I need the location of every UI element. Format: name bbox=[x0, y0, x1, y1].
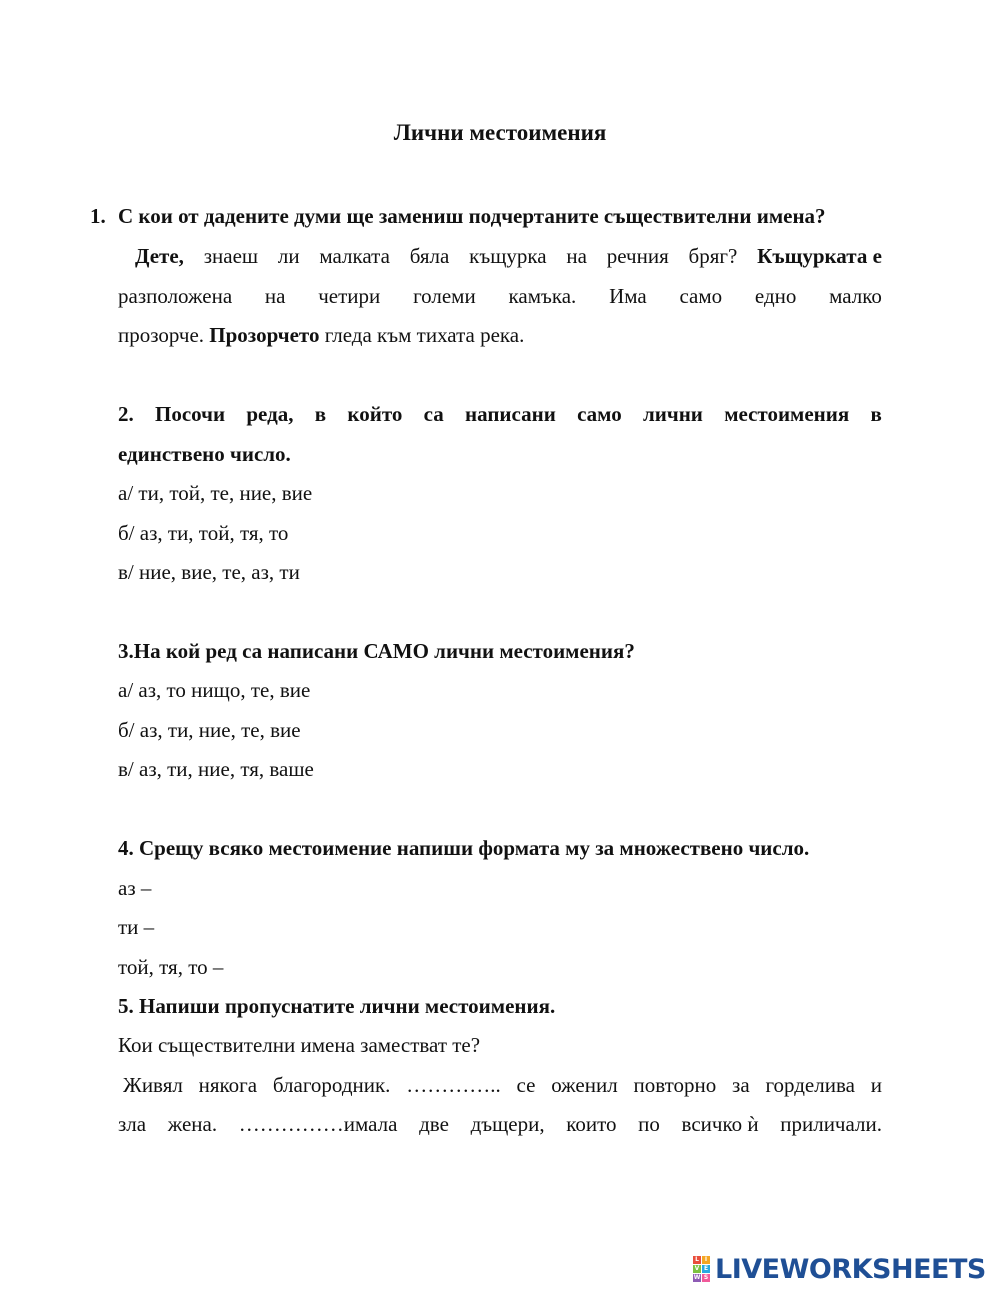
word: малко bbox=[829, 284, 882, 308]
word: написани bbox=[465, 402, 556, 426]
logo-mark-icon bbox=[693, 1256, 711, 1283]
logo-mark-cell: E bbox=[703, 1264, 709, 1272]
word: реда, bbox=[246, 402, 294, 426]
word: гледа към тихата река. bbox=[324, 323, 525, 347]
word: малката bbox=[319, 244, 390, 268]
word: Има bbox=[609, 284, 647, 308]
word: зла bbox=[118, 1112, 147, 1136]
word: някога bbox=[198, 1073, 258, 1097]
word: лични bbox=[642, 402, 703, 426]
word: който bbox=[347, 402, 403, 426]
logo-mark-cell: W bbox=[693, 1273, 701, 1281]
word: само bbox=[679, 284, 723, 308]
word: само bbox=[577, 402, 622, 426]
word: ………….. bbox=[406, 1073, 501, 1097]
word: големи bbox=[413, 284, 476, 308]
q3-option-b: б/ аз, ти, ние, те, вие bbox=[118, 718, 301, 742]
word: 2. bbox=[118, 402, 134, 426]
word: на bbox=[264, 284, 286, 308]
word: бяла bbox=[409, 244, 450, 268]
q5-heading: 5. Напиши пропуснатите лични местоимения. bbox=[118, 994, 556, 1018]
q1-text-line-1 bbox=[135, 243, 882, 269]
word: ли bbox=[277, 244, 300, 268]
word: две bbox=[419, 1112, 449, 1136]
word: къщурка bbox=[469, 244, 547, 268]
q1-heading: С кои от дадените думи ще замениш подчертаните съществителни имена? bbox=[118, 204, 826, 228]
word: дъщери, bbox=[470, 1112, 545, 1136]
q1-text-line-2 bbox=[118, 283, 882, 309]
word: Живял bbox=[123, 1073, 183, 1097]
q2-option-b: б/ аз, ти, той, тя, то bbox=[118, 521, 289, 545]
q3-option-a: а/ аз, то нищо, те, вие bbox=[118, 678, 311, 702]
word: горделива bbox=[765, 1073, 855, 1097]
word: оженил bbox=[551, 1073, 618, 1097]
q4-heading: 4. Срещу всяко местоимение напиши формата му за множествено число. bbox=[118, 836, 810, 860]
q2-option-a: а/ ти, той, те, ние, вие bbox=[118, 481, 313, 505]
word: четири bbox=[318, 284, 381, 308]
word: в bbox=[314, 402, 327, 426]
logo-mark-cell: L bbox=[693, 1256, 701, 1264]
word: едно bbox=[754, 284, 797, 308]
word: които bbox=[566, 1112, 617, 1136]
word: се bbox=[516, 1073, 536, 1097]
word: прозорче. bbox=[118, 323, 205, 347]
word: камъка. bbox=[508, 284, 577, 308]
word: Къщурката е bbox=[757, 244, 882, 268]
word: на bbox=[566, 244, 587, 268]
word: Прозорчето bbox=[209, 323, 320, 347]
logo-text: LIVEWORKSHEETS bbox=[715, 1253, 986, 1285]
word: за bbox=[732, 1073, 750, 1097]
q4-item-1: аз – bbox=[118, 876, 152, 900]
q5-text-line-1 bbox=[123, 1072, 882, 1098]
q1-text-line-3 bbox=[118, 322, 524, 348]
word: благородник. bbox=[272, 1073, 391, 1097]
word: и bbox=[870, 1073, 882, 1097]
word: разположена bbox=[118, 284, 233, 308]
logo-mark-cell: S bbox=[703, 1273, 709, 1281]
word: знаеш bbox=[203, 244, 259, 268]
word: жена. bbox=[167, 1112, 218, 1136]
word: са bbox=[423, 402, 444, 426]
word: в bbox=[870, 402, 882, 426]
q5-subheading: Кои съществителни имена заместват те? bbox=[118, 1033, 481, 1057]
word: местоимения bbox=[724, 402, 850, 426]
word: всичко ѝ bbox=[681, 1112, 759, 1136]
word: приличали. bbox=[780, 1112, 882, 1136]
word: бряг? bbox=[688, 244, 738, 268]
word: ……………имала bbox=[238, 1112, 398, 1136]
word: речния bbox=[606, 244, 669, 268]
q4-item-3: той, тя, то – bbox=[118, 955, 224, 979]
page-title: Лични местоимения bbox=[393, 120, 607, 145]
liveworksheets-logo bbox=[693, 1254, 993, 1284]
q2-heading-line-1 bbox=[118, 401, 882, 427]
q4-item-2: ти – bbox=[118, 915, 155, 939]
word: Дете, bbox=[135, 244, 184, 268]
q2-heading-line-2: единствено число. bbox=[118, 442, 291, 466]
word: Посочи bbox=[155, 402, 226, 426]
q5-text-line-2 bbox=[118, 1111, 882, 1137]
word: по bbox=[638, 1112, 660, 1136]
q3-option-c: в/ аз, ти, ние, тя, ваше bbox=[118, 757, 314, 781]
q3-heading: 3.На кой ред са написани САМО лични местоимения? bbox=[118, 639, 635, 663]
logo-mark-cell: V bbox=[694, 1264, 700, 1272]
q1-number: 1. bbox=[90, 204, 106, 228]
logo-mark-cell: I bbox=[702, 1256, 710, 1264]
word: повторно bbox=[633, 1073, 717, 1097]
q2-option-c: в/ ние, вие, те, аз, ти bbox=[118, 560, 300, 584]
